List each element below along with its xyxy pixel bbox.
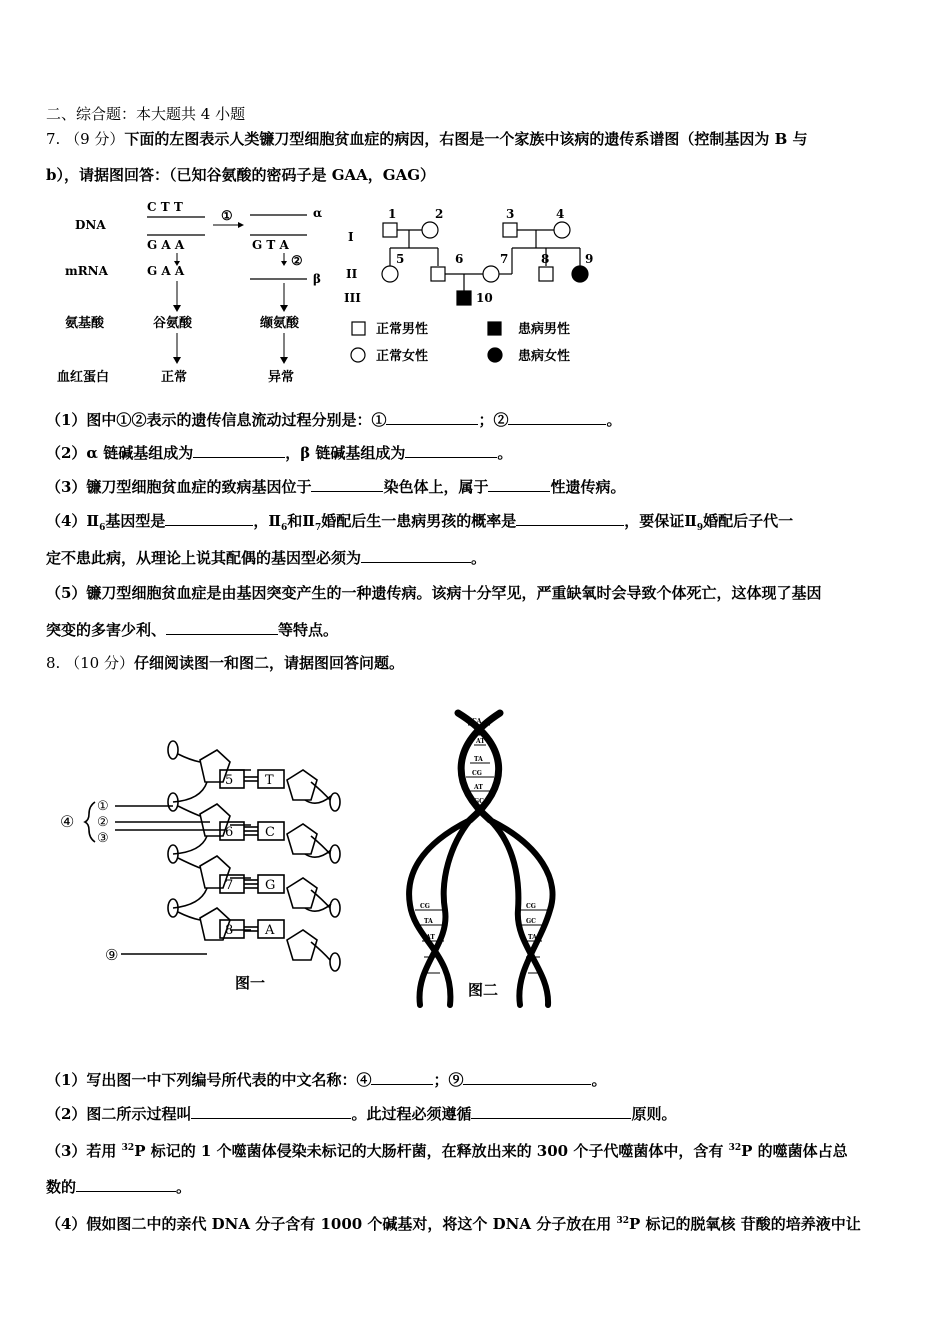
q7-subq4-line2-text-b: 。: [471, 549, 487, 567]
ind-label-4: 4: [556, 207, 565, 221]
q8-subq3-line2-text-b: 。: [176, 1178, 192, 1196]
legend-normal-male: 正常男性: [376, 322, 429, 337]
q7-subq4-line2-text-a: 定不患此病，从理论上说其配偶的基因型必须为: [46, 549, 362, 567]
q7-subq1-text-c: 。: [606, 411, 622, 429]
ind-label-6: 6: [455, 252, 464, 266]
q7-subq3-blank2[interactable]: [488, 476, 550, 492]
q8-subq2-blank2[interactable]: [471, 1103, 631, 1119]
legend-affected-male-symbol: [488, 322, 501, 335]
q7-subq4-text-d: 和Ⅱ: [287, 512, 315, 530]
q7-gene-expression-figure: [55, 195, 345, 390]
q7-subq4-blank2[interactable]: [516, 510, 624, 526]
legend-affected-male: 患病男性: [518, 322, 571, 337]
q7-pedigree-figure: [340, 200, 620, 370]
q7-subq4-text-e: 婚配后生一患病男孩的概率是: [321, 512, 517, 530]
q7-stem-line2: b），请据图回答：（已知谷氨酸的密码子是 GAA，GAG）: [46, 166, 436, 184]
q7-subq4-sub9: 9: [696, 523, 704, 533]
pair-7-base: G: [265, 878, 276, 893]
q7-number: 7.: [46, 130, 61, 148]
q7-subq1-blank1[interactable]: [386, 409, 478, 425]
individual-III10-affected-male: [457, 291, 471, 305]
q7-subq4-text-f: ，要保证Ⅱ: [624, 512, 697, 530]
hb-mutant: 异常: [268, 370, 295, 385]
rung-7: GC: [474, 798, 484, 805]
q8-subq2-blank1[interactable]: [191, 1103, 351, 1119]
row-label-mrna: mRNA: [65, 264, 108, 278]
q8-figure2-dna-replication: [400, 705, 580, 1015]
step-1-label: ①: [221, 209, 233, 224]
q8-subq4-text-a: （4）假如图二中的亲代 DNA 分子含有 1000 个碱基对，将这个 DNA 分子放在用: [46, 1215, 617, 1233]
hb-normal: 正常: [161, 370, 188, 385]
q7-subq3-text-a: （3）镰刀型细胞贫血症的致病基因位于: [46, 478, 312, 496]
amino-normal: 谷氨酸: [153, 316, 193, 331]
individual-I1-normal-male: [383, 223, 397, 237]
q7-subq5-line2-text-b: 等特点。: [278, 621, 339, 639]
mrna-strand-left: G A A: [147, 264, 185, 278]
pair-7-num: 7: [225, 878, 234, 893]
rung-4: TA: [474, 756, 483, 763]
q8-subq4-sup: 32: [616, 1216, 629, 1226]
q8-subq2-text-b: 。此过程必须遵循: [351, 1105, 472, 1123]
q8-score: （10 分）: [65, 654, 134, 672]
label-1: ①: [97, 799, 109, 814]
label-2: ②: [97, 815, 109, 830]
label-9: ⑨: [105, 946, 119, 964]
q7-subq5-blank1[interactable]: [166, 619, 278, 635]
individual-II8-normal-male: [539, 267, 553, 281]
ind-label-7: 7: [500, 252, 509, 266]
beta-label: β: [313, 272, 321, 286]
q7-subq4-sub6: 6: [99, 523, 106, 533]
amino-mutant: 缬氨酸: [260, 316, 300, 331]
individual-II9-affected-female: [572, 266, 588, 282]
q7-subq1-blank2[interactable]: [508, 409, 606, 425]
q8-subq3-text-a: （3）若用: [46, 1142, 122, 1160]
q7-subq4-blank1[interactable]: [165, 510, 253, 526]
q7-subq5-line1: （5）镰刀型细胞贫血症是由基因突变产生的一种遗传病。该病十分罕见，严重缺氧时会导致个体死亡，这体现了基因: [46, 584, 822, 602]
q8-subq3-line2-text-a: 数的: [46, 1178, 77, 1196]
q7-subq1-text-b: ；②: [478, 411, 509, 429]
rung-12: GC: [526, 918, 536, 925]
ind-label-2: 2: [435, 207, 444, 221]
rung-10: AT: [426, 934, 435, 941]
rung-2: TA: [474, 728, 483, 735]
pair-6-num: 6: [225, 825, 234, 840]
row-label-dna: DNA: [75, 218, 106, 232]
q7-subq3: [46, 476, 625, 497]
q8-subq3-line1: [46, 1138, 848, 1161]
q7-subq2-text-b: ，β 链碱基组成为: [285, 444, 406, 462]
rung-3: AT: [476, 738, 485, 745]
q7-subq3-text-c: 性遗传病。: [550, 478, 626, 496]
ind-label-9: 9: [585, 252, 594, 266]
generation-II: II: [346, 267, 358, 281]
q8-subq2-text-c: 原则。: [631, 1105, 677, 1123]
generation-I: I: [348, 230, 354, 244]
q7-subq4-text-b: 基因型是: [105, 512, 166, 530]
q7-subq3-blank1[interactable]: [311, 476, 383, 492]
dna-bottom-strand: G A A: [147, 238, 185, 252]
q7-subq4-sub7: 7: [314, 523, 322, 533]
generation-III: III: [344, 291, 361, 305]
pair-8-base: A: [265, 923, 275, 938]
q8-subq3-text-b: P 标记的 1 个噬菌体侵染未标记的大肠杆菌，在释放出来的 300 个子代噬菌体中，含有: [134, 1142, 729, 1160]
individual-II6-normal-male: [431, 267, 445, 281]
individual-I4-normal-female: [554, 222, 570, 238]
rung-5: CG: [472, 770, 482, 777]
ind-label-3: 3: [506, 207, 515, 221]
q8-subq1-text-b: ；⑨: [433, 1071, 464, 1089]
q7-subq4-text-a: （4）Ⅱ: [46, 512, 100, 530]
rung-11: CG: [526, 903, 536, 910]
q7-subq1-text-a: （1）图中①②表示的遗传信息流动过程分别是：①: [46, 411, 387, 429]
q7-subq2-text-c: 。: [497, 444, 513, 462]
individual-I2-normal-female: [422, 222, 438, 238]
q7-stem-text: 下面的左图表示人类镰刀型细胞贫血症的病因，右图是一个家族中该病的遗传系谱图（控制基因为 B 与: [124, 130, 808, 148]
q8-subq1-text-c: 。: [591, 1071, 607, 1089]
step-2-label: ②: [291, 254, 303, 269]
q7-subq3-text-b: 染色体上，属于: [383, 478, 489, 496]
q8-figure1-dna-structure: [55, 730, 355, 1000]
ind-label-10: 10: [476, 291, 493, 305]
individual-I3-normal-male: [503, 223, 517, 237]
q8-number: 8.: [46, 654, 61, 672]
alpha-label: α: [313, 206, 323, 220]
q8-subq3-sup1: 32: [121, 1143, 135, 1153]
legend-affected-female: 患病女性: [518, 349, 571, 364]
q7-subq4-sub6b: 6: [281, 523, 288, 533]
q8-stem: [46, 653, 404, 673]
q8-subq1-blank1[interactable]: [371, 1069, 433, 1085]
figure1-caption: 图一: [235, 974, 266, 992]
pair-8-num: 8: [225, 923, 234, 938]
q7-subq5-line2: [46, 619, 338, 640]
q8-subq2-text-a: （2）图二所示过程叫: [46, 1105, 192, 1123]
q8-subq1-blank2[interactable]: [463, 1069, 591, 1085]
q7-subq4-blank3[interactable]: [361, 547, 471, 563]
q7-subq1: [46, 409, 621, 430]
figure2-caption: 图二: [468, 981, 499, 999]
ind-label-5: 5: [396, 252, 405, 266]
row-label-amino-acid: 氨基酸: [65, 316, 105, 331]
rung-8: CG: [420, 903, 430, 910]
legend-normal-female-symbol: [351, 348, 365, 362]
q8-subq3-sup2: 32: [728, 1143, 742, 1153]
section-heading: 二、综合题：本大题共 4 小题: [46, 105, 246, 123]
individual-II7-normal-female: [483, 266, 499, 282]
q8-subq1-text-a: （1）写出图一中下列编号所代表的中文名称：④: [46, 1071, 372, 1089]
label-3: ③: [97, 831, 109, 846]
dna-top-strand: C T T: [147, 200, 183, 214]
q7-subq4-line1: [46, 510, 793, 538]
ind-label-1: 1: [388, 207, 397, 221]
q8-subq4-line1: [46, 1211, 861, 1234]
q7-subq2-blank1[interactable]: [193, 442, 285, 458]
pair-5-num: 5: [225, 773, 234, 788]
ind-label-8: 8: [541, 252, 550, 266]
legend-affected-female-symbol: [488, 348, 502, 362]
pair-6-base: C: [265, 825, 275, 840]
q7-stem-line1: [46, 129, 808, 149]
q7-subq4-text-c: ，Ⅱ: [253, 512, 282, 530]
pair-5-base: T: [265, 773, 274, 788]
q8-subq3-line2: [46, 1176, 191, 1197]
q7-subq5-line2-text-a: 突变的多害少利、: [46, 621, 167, 639]
legend-normal-male-symbol: [352, 322, 365, 335]
legend-normal-female: 正常女性: [376, 349, 429, 364]
q7-subq2: [46, 442, 512, 463]
rung-6: AT: [474, 784, 483, 791]
rung-9: TA: [424, 918, 433, 925]
q7-score: （9 分）: [65, 130, 125, 148]
q8-stem-text: 仔细阅读图一和图二，请据图回答问题。: [133, 654, 404, 672]
q8-subq4-text-b: P 标记的脱氧核 苷酸的培养液中让: [629, 1215, 861, 1233]
q7-subq4-text-g: 婚配后子代一: [703, 512, 794, 530]
q8-subq1: [46, 1069, 606, 1090]
row-label-hemoglobin: 血红蛋白: [57, 370, 110, 385]
q7-subq2-text-a: （2）α 链碱基组成为: [46, 444, 194, 462]
mutant-dna-strand: G T A: [252, 238, 289, 252]
rung-13: TA: [528, 934, 537, 941]
rung-1: CA: [472, 718, 482, 725]
individual-II5-normal-female: [382, 266, 398, 282]
q8-subq3-text-c: P 的噬菌体占总: [741, 1142, 848, 1160]
q8-subq2: [46, 1103, 676, 1124]
label-4: ④: [60, 812, 75, 831]
q7-subq4-line2: [46, 547, 486, 568]
q7-subq2-blank2[interactable]: [405, 442, 497, 458]
q8-subq3-blank1[interactable]: [76, 1176, 176, 1192]
